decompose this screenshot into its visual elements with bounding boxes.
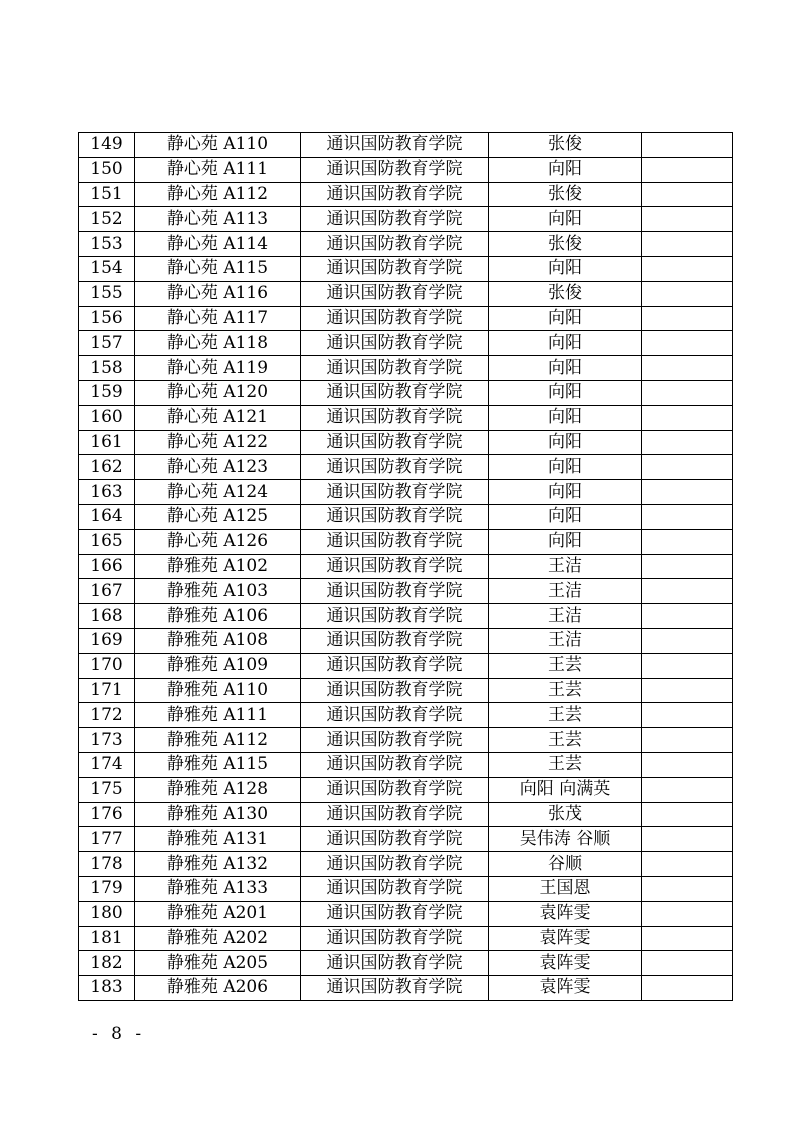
college-cell: 通识国防教育学院 [301,331,489,356]
person-cell: 向阳 [489,529,642,554]
table-row [79,331,733,356]
row-number-cell: 150 [79,157,135,182]
row-number-cell: 177 [79,827,135,852]
college-cell: 通识国防教育学院 [301,405,489,430]
room-cell: 静心苑 A120 [135,380,301,405]
person-cell: 袁阵雯 [489,901,642,926]
room-cell: 静心苑 A110 [135,133,301,158]
room-cell: 静心苑 A118 [135,331,301,356]
row-number-cell: 182 [79,951,135,976]
table-row [79,554,733,579]
note-cell [642,951,733,976]
college-cell: 通识国防教育学院 [301,281,489,306]
person-cell: 向阳 [489,256,642,281]
person-cell: 向阳 [489,504,642,529]
row-number-cell: 151 [79,182,135,207]
college-cell: 通识国防教育学院 [301,480,489,505]
person-cell: 袁阵雯 [489,926,642,951]
note-cell [642,306,733,331]
person-cell: 向阳 [489,430,642,455]
table-row [79,852,733,877]
table-row [79,306,733,331]
room-cell: 静雅苑 A201 [135,901,301,926]
room-cell: 静心苑 A121 [135,405,301,430]
table-row [79,951,733,976]
room-cell: 静雅苑 A112 [135,728,301,753]
room-cell: 静雅苑 A132 [135,852,301,877]
table-row [79,380,733,405]
row-number-cell: 155 [79,281,135,306]
person-cell: 王洁 [489,604,642,629]
note-cell [642,554,733,579]
room-cell: 静心苑 A117 [135,306,301,331]
row-number-cell: 166 [79,554,135,579]
table-row [79,207,733,232]
table-row [79,232,733,257]
note-cell [642,802,733,827]
table-row [79,976,733,1001]
row-number-cell: 174 [79,752,135,777]
note-cell [642,331,733,356]
person-cell: 向阳 [489,480,642,505]
table-row [79,504,733,529]
college-cell: 通识国防教育学院 [301,951,489,976]
table-row [79,628,733,653]
note-cell [642,926,733,951]
row-number-cell: 154 [79,256,135,281]
note-cell [642,678,733,703]
note-cell [642,976,733,1001]
college-cell: 通识国防教育学院 [301,256,489,281]
table-row [79,157,733,182]
room-cell: 静雅苑 A106 [135,604,301,629]
person-cell: 向阳 [489,207,642,232]
college-cell: 通识国防教育学院 [301,777,489,802]
row-number-cell: 152 [79,207,135,232]
person-cell: 袁阵雯 [489,976,642,1001]
note-cell [642,728,733,753]
table-row [79,901,733,926]
table-row [79,281,733,306]
table-row [79,728,733,753]
row-number-cell: 157 [79,331,135,356]
table-row [79,430,733,455]
room-cell: 静心苑 A124 [135,480,301,505]
college-cell: 通识国防教育学院 [301,356,489,381]
note-cell [642,529,733,554]
room-cell: 静雅苑 A130 [135,802,301,827]
note-cell [642,876,733,901]
college-cell: 通识国防教育学院 [301,703,489,728]
note-cell [642,901,733,926]
table-row [79,777,733,802]
row-number-cell: 167 [79,579,135,604]
room-cell: 静雅苑 A110 [135,678,301,703]
college-cell: 通识国防教育学院 [301,430,489,455]
room-cell: 静雅苑 A109 [135,653,301,678]
room-cell: 静心苑 A126 [135,529,301,554]
college-cell: 通识国防教育学院 [301,133,489,158]
person-cell: 向阳 [489,331,642,356]
person-cell: 向阳 [489,306,642,331]
person-cell: 谷顺 [489,852,642,877]
room-cell: 静心苑 A115 [135,256,301,281]
room-cell: 静心苑 A125 [135,504,301,529]
room-cell: 静雅苑 A115 [135,752,301,777]
college-cell: 通识国防教育学院 [301,802,489,827]
table-row [79,678,733,703]
person-cell: 张俊 [489,133,642,158]
note-cell [642,157,733,182]
person-cell: 吴伟涛 谷顺 [489,827,642,852]
room-cell: 静心苑 A113 [135,207,301,232]
row-number-cell: 180 [79,901,135,926]
college-cell: 通识国防教育学院 [301,728,489,753]
row-number-cell: 172 [79,703,135,728]
note-cell [642,133,733,158]
table-body [79,133,733,1001]
row-number-cell: 175 [79,777,135,802]
row-number-cell: 165 [79,529,135,554]
note-cell [642,430,733,455]
note-cell [642,752,733,777]
table-row [79,653,733,678]
room-cell: 静心苑 A112 [135,182,301,207]
person-cell: 向阳 [489,356,642,381]
room-cell: 静雅苑 A206 [135,976,301,1001]
table-row [79,455,733,480]
person-cell: 向阳 [489,380,642,405]
table-row [79,802,733,827]
room-cell: 静心苑 A114 [135,232,301,257]
table-row [79,133,733,158]
table-row [79,529,733,554]
row-number-cell: 156 [79,306,135,331]
college-cell: 通识国防教育学院 [301,628,489,653]
room-cell: 静雅苑 A102 [135,554,301,579]
row-number-cell: 160 [79,405,135,430]
note-cell [642,380,733,405]
table-row [79,480,733,505]
college-cell: 通识国防教育学院 [301,380,489,405]
person-cell: 向阳 [489,455,642,480]
person-cell: 王芸 [489,703,642,728]
college-cell: 通识国防教育学院 [301,852,489,877]
row-number-cell: 168 [79,604,135,629]
table-row [79,876,733,901]
person-cell: 王国恩 [489,876,642,901]
person-cell: 向阳 向满英 [489,777,642,802]
room-cell: 静雅苑 A205 [135,951,301,976]
college-cell: 通识国防教育学院 [301,207,489,232]
person-cell: 王洁 [489,628,642,653]
table-row [79,256,733,281]
note-cell [642,182,733,207]
college-cell: 通识国防教育学院 [301,653,489,678]
row-number-cell: 181 [79,926,135,951]
row-number-cell: 178 [79,852,135,877]
dormitory-table-container [78,132,732,1001]
note-cell [642,827,733,852]
table-row [79,827,733,852]
person-cell: 向阳 [489,157,642,182]
person-cell: 王洁 [489,579,642,604]
table-row [79,405,733,430]
row-number-cell: 169 [79,628,135,653]
row-number-cell: 183 [79,976,135,1001]
note-cell [642,480,733,505]
room-cell: 静雅苑 A202 [135,926,301,951]
person-cell: 张俊 [489,182,642,207]
note-cell [642,703,733,728]
row-number-cell: 171 [79,678,135,703]
room-cell: 静雅苑 A128 [135,777,301,802]
row-number-cell: 158 [79,356,135,381]
table-row [79,182,733,207]
room-cell: 静心苑 A123 [135,455,301,480]
person-cell: 王芸 [489,752,642,777]
person-cell: 王芸 [489,653,642,678]
college-cell: 通识国防教育学院 [301,876,489,901]
row-number-cell: 170 [79,653,135,678]
row-number-cell: 163 [79,480,135,505]
person-cell: 张茂 [489,802,642,827]
note-cell [642,504,733,529]
college-cell: 通识国防教育学院 [301,604,489,629]
college-cell: 通识国防教育学院 [301,827,489,852]
row-number-cell: 149 [79,133,135,158]
note-cell [642,628,733,653]
note-cell [642,356,733,381]
college-cell: 通识国防教育学院 [301,678,489,703]
college-cell: 通识国防教育学院 [301,976,489,1001]
college-cell: 通识国防教育学院 [301,157,489,182]
college-cell: 通识国防教育学院 [301,504,489,529]
college-cell: 通识国防教育学院 [301,232,489,257]
college-cell: 通识国防教育学院 [301,554,489,579]
person-cell: 王芸 [489,728,642,753]
college-cell: 通识国防教育学院 [301,579,489,604]
note-cell [642,232,733,257]
person-cell: 张俊 [489,232,642,257]
note-cell [642,281,733,306]
college-cell: 通识国防教育学院 [301,752,489,777]
note-cell [642,653,733,678]
page-number: - 8 - [92,1024,146,1044]
note-cell [642,256,733,281]
person-cell: 王芸 [489,678,642,703]
table-row [79,604,733,629]
room-cell: 静雅苑 A131 [135,827,301,852]
person-cell: 袁阵雯 [489,951,642,976]
row-number-cell: 159 [79,380,135,405]
note-cell [642,207,733,232]
room-cell: 静心苑 A116 [135,281,301,306]
table-row [79,752,733,777]
row-number-cell: 179 [79,876,135,901]
college-cell: 通识国防教育学院 [301,306,489,331]
room-cell: 静雅苑 A108 [135,628,301,653]
room-cell: 静心苑 A122 [135,430,301,455]
table-row [79,703,733,728]
room-cell: 静心苑 A111 [135,157,301,182]
table-row [79,926,733,951]
college-cell: 通识国防教育学院 [301,182,489,207]
room-cell: 静雅苑 A111 [135,703,301,728]
row-number-cell: 161 [79,430,135,455]
table-row [79,579,733,604]
row-number-cell: 164 [79,504,135,529]
note-cell [642,777,733,802]
note-cell [642,604,733,629]
note-cell [642,852,733,877]
person-cell: 张俊 [489,281,642,306]
note-cell [642,455,733,480]
row-number-cell: 162 [79,455,135,480]
room-cell: 静雅苑 A103 [135,579,301,604]
college-cell: 通识国防教育学院 [301,529,489,554]
college-cell: 通识国防教育学院 [301,901,489,926]
note-cell [642,579,733,604]
table-row [79,356,733,381]
row-number-cell: 153 [79,232,135,257]
college-cell: 通识国防教育学院 [301,455,489,480]
college-cell: 通识国防教育学院 [301,926,489,951]
person-cell: 向阳 [489,405,642,430]
row-number-cell: 173 [79,728,135,753]
room-cell: 静心苑 A119 [135,356,301,381]
room-cell: 静雅苑 A133 [135,876,301,901]
person-cell: 王洁 [489,554,642,579]
dormitory-table [78,132,733,1001]
note-cell [642,405,733,430]
row-number-cell: 176 [79,802,135,827]
